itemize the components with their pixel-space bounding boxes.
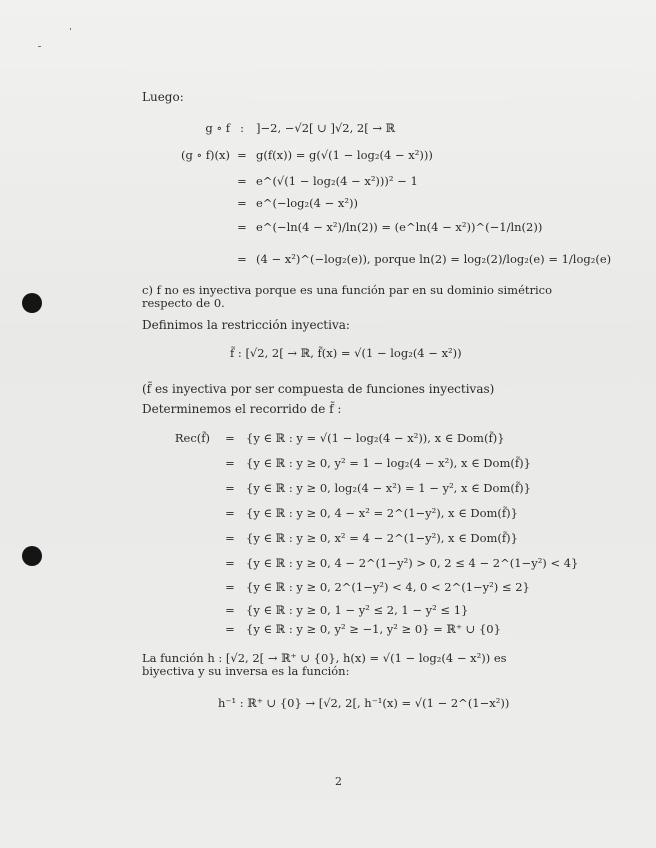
composition-rhs: e^(−log₂(4 − x²)) (256, 196, 358, 210)
range-step: {y ∈ ℝ : y ≥ 0, 2^(1−y²) < 4, 0 < 2^(1−y²) ≤ 2} (246, 580, 530, 594)
range-step: {y ∈ ℝ : y ≥ 0, y² = 1 − log₂(4 − x²), x ∈ Dom(f̃)} (246, 456, 531, 470)
composition-rhs: (4 − x²)^(−log₂(e)), porque ln(2) = log₂(2)/log₂(e) = 1/log₂(e) (256, 252, 612, 266)
composition-op: = (237, 174, 247, 188)
range-op: = (225, 622, 235, 636)
range-intro: Determinemos el recorrido de f̃ : (142, 402, 342, 416)
range-step: {y ∈ ℝ : y ≥ 0, 4 − 2^(1−y²) > 0, 2 ≤ 4 − 2^(1−y²) < 4} (246, 556, 579, 570)
composition-op: = (237, 252, 247, 266)
range-lhs: Rec(f̃) (174, 431, 210, 445)
range-step: {y ∈ ℝ : y ≥ 0, x² = 4 − 2^(1−y²), x ∈ Dom(f̃)} (246, 531, 518, 545)
range-op: = (225, 431, 235, 445)
inverse-formula: h⁻¹ : ℝ⁺ ∪ {0} → [√2, 2[, h⁻¹(x) = √(1 − 2^(1−x²)) (218, 696, 510, 710)
composition-lhs: (g ∘ f)(x) (181, 148, 230, 162)
range-step: {y ∈ ℝ : y ≥ 0, 4 − x² = 2^(1−y²), x ∈ Dom(f̃)} (246, 506, 518, 520)
range-op: = (225, 603, 235, 617)
range-op: = (225, 456, 235, 470)
conclusion-text: La función h : [√2, 2[ → ℝ⁺ ∪ {0}, h(x) = √(1 − log₂(4 − x²)) es biyectiva y su inversa es la función: (142, 651, 507, 678)
intro-label: Luego: (142, 90, 184, 104)
composition-op: = (237, 220, 247, 234)
range-op: = (225, 531, 235, 545)
composition-rhs: e^(√(1 − log₂(4 − x²)))² − 1 (256, 174, 418, 188)
composition-op: : (240, 121, 244, 135)
composition-lhs: g ∘ f (205, 121, 230, 135)
scan-speck (38, 46, 41, 47)
range-op: = (225, 556, 235, 570)
range-op: = (225, 506, 235, 520)
restriction-formula: f̃ : [√2, 2[ → ℝ, f̃(x) = √(1 − log₂(4 − x²)) (230, 346, 462, 360)
composition-op: = (237, 148, 247, 162)
composition-op: = (237, 196, 247, 210)
scan-speck (70, 28, 71, 30)
composition-rhs: g(f(x)) = g(√(1 − log₂(4 − x²))) (256, 148, 433, 162)
composition-rhs: ]−2, −√2[ ∪ ]√2, 2[ → ℝ (256, 121, 396, 135)
injective-note: (f̃ es inyectiva por ser compuesta de funciones inyectivas) (142, 382, 495, 396)
punch-hole (22, 546, 42, 566)
range-step: {y ∈ ℝ : y ≥ 0, 1 − y² ≤ 2, 1 − y² ≤ 1} (246, 603, 469, 617)
range-op: = (225, 481, 235, 495)
restriction-intro: Definimos la restricción inyectiva: (142, 318, 350, 332)
range-op: = (225, 580, 235, 594)
punch-hole (22, 293, 42, 313)
range-step: {y ∈ ℝ : y = √(1 − log₂(4 − x²)), x ∈ Dom(f̃)} (246, 431, 505, 445)
range-step: {y ∈ ℝ : y ≥ 0, y² ≥ −1, y² ≥ 0} = ℝ⁺ ∪ {0} (246, 622, 501, 636)
range-step: {y ∈ ℝ : y ≥ 0, log₂(4 − x²) = 1 − y², x ∈ Dom(f̃)} (246, 481, 531, 495)
composition-rhs: e^(−ln(4 − x²)/ln(2)) = (e^ln(4 − x²))^(−1/ln(2)) (256, 220, 543, 234)
page-number: 2 (335, 775, 342, 788)
part-c-text: c) f no es inyectiva porque es una función par en su dominio simétrico respecto de 0. (142, 283, 553, 310)
